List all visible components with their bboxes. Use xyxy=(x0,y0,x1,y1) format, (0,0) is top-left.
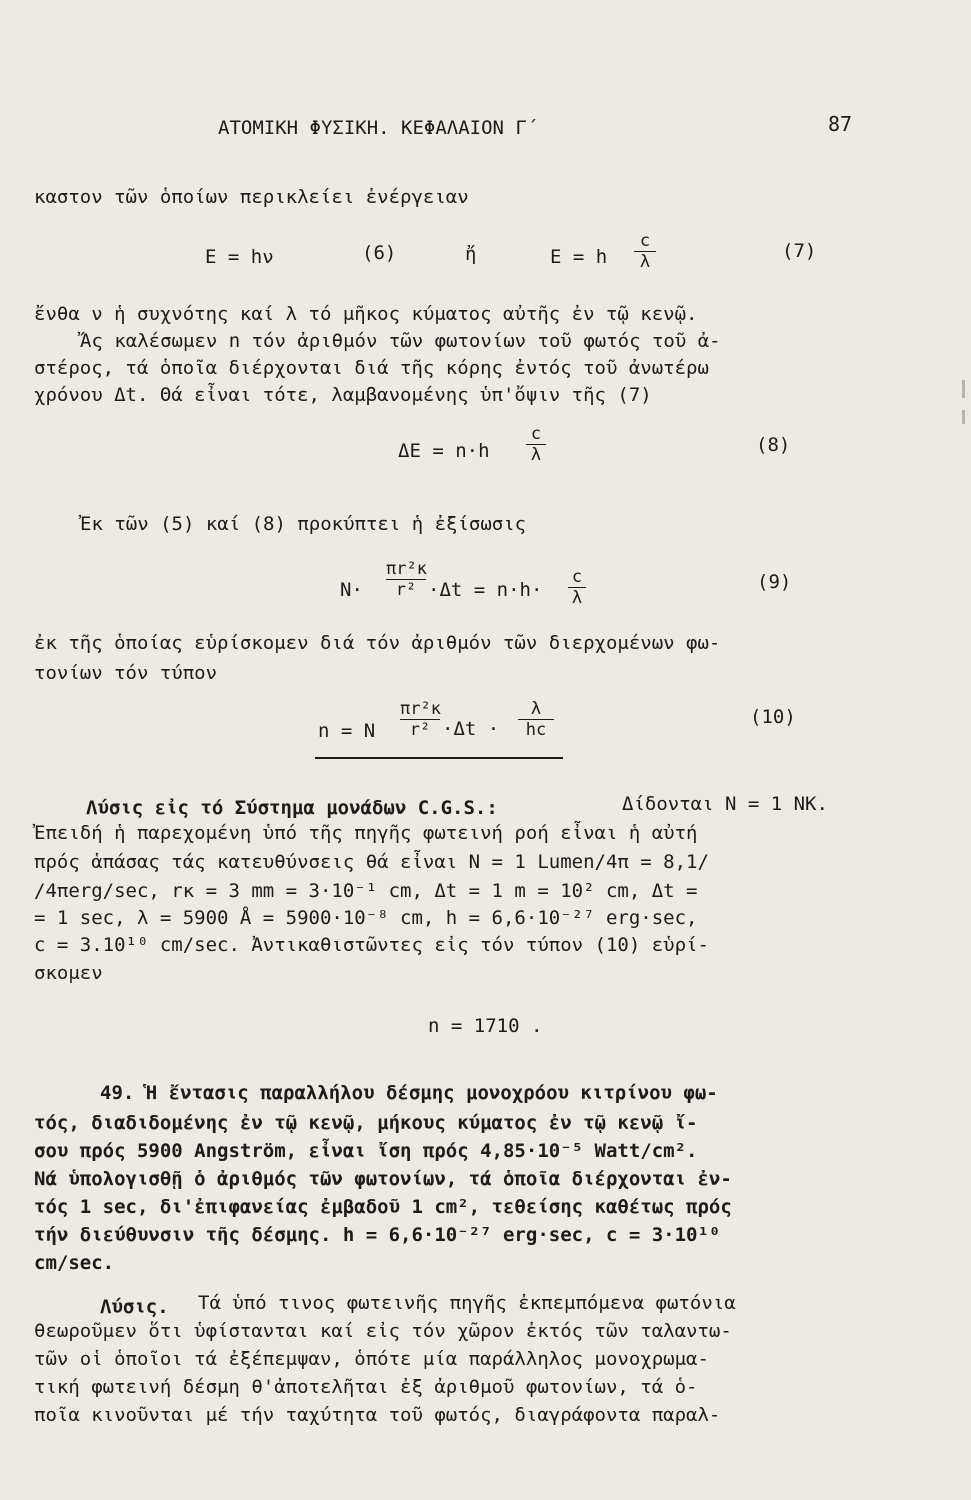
equation-10-middle: ·Δt · xyxy=(442,718,500,740)
text-line: σκομεν xyxy=(34,962,103,984)
text-line: Ἐκ τῶν (5) καί (8) προκύπτει ἡ ἐξίσωσις xyxy=(80,513,527,535)
fraction: c λ xyxy=(634,232,656,271)
text-line: Ἄς καλέσωμεν n τόν ἀριθμόν τῶν φωτονίων τοῦ φωτός τοῦ ἀ- xyxy=(80,330,721,352)
fraction: λ hc xyxy=(518,700,554,739)
text-line: c = 3.10¹⁰ cm/sec. Ἀντικαθιστῶντες εἰς τόν τύπον (10) εὑρί- xyxy=(34,934,709,956)
problem-49-line: Νά ὑπολογισθῇ ὁ ἀριθμός τῶν φωτονίων, τά ὁποῖα διέρχονται ἐν- xyxy=(34,1168,732,1190)
equation-number: (9) xyxy=(757,571,792,593)
problem-49-line: σου πρός 5900 Angström, εἶναι ἴση πρός 4,85·10⁻⁵ Watt/cm². xyxy=(34,1140,698,1162)
problem-49-line: τός 1 sec, δι'ἐπιφανείας ἐμβαδοῦ 1 cm², τεθείσης καθέτως πρός xyxy=(34,1196,732,1218)
result-equation: n = 1710 . xyxy=(428,1015,543,1037)
page-edge-mark xyxy=(962,410,965,424)
text-line: ποῖα κινοῦνται μέ τήν ταχύτητα τοῦ φωτός, διαγράφοντα παραλ- xyxy=(34,1404,721,1426)
equation-number: (10) xyxy=(750,706,796,728)
text-line: τική φωτεινή δέσμη θ'ἀποτελῆται ἐξ ἀριθμοῦ φωτονίων, τά ὁ- xyxy=(34,1376,698,1398)
text-line: τῶν οἱ ὁποῖοι τά ἐξέπεμψαν, ὁπότε μία παράλληλος μονοχρωμα- xyxy=(34,1348,709,1370)
equation-8: ΔE = n·h xyxy=(398,440,490,462)
problem-49-line: 49. Ἡ ἔντασις παραλλήλου δέσμης μονοχρόου κιτρίνου φω- xyxy=(100,1082,718,1104)
text-line: πρός ἁπάσας τάς κατευθύνσεις θά εἶναι N = 1 Lumen/4π = 8,1/ xyxy=(34,851,709,873)
equation-number: (7) xyxy=(782,240,817,262)
equation-number: (8) xyxy=(756,434,791,456)
fraction: c λ xyxy=(526,425,546,464)
equation-9-middle: ·Δt = n·h· xyxy=(428,579,543,601)
equation-7: E = h xyxy=(550,246,608,268)
equation-9: N· xyxy=(340,579,363,601)
fraction: πr²κ r² xyxy=(386,559,427,600)
text-line: τονίων τόν τύπον xyxy=(34,662,218,684)
solution-heading: Λύσις. xyxy=(100,1296,169,1318)
equation-number: (6) xyxy=(362,242,397,264)
text-line: θεωροῦμεν ὅτι ὑφίστανται καί εἰς τόν χῶρον ἐκτός τῶν ταλαντω- xyxy=(34,1320,732,1342)
equation-10: n = N xyxy=(318,720,376,742)
text-line: Τά ὑπό τινος φωτεινῆς πηγῆς ἐκπεμπόμενα φωτόνια xyxy=(198,1292,736,1314)
equation-6: E = hν xyxy=(205,246,274,268)
text-line: ἔνθα ν ἡ συχνότης καί λ τό μῆκος κύματος αὐτῆς ἐν τῷ κενῷ. xyxy=(34,303,698,325)
problem-49-line: cm/sec. xyxy=(34,1252,115,1274)
fraction: c λ xyxy=(568,568,586,607)
text-line: Δίδονται N = 1 NK. xyxy=(622,793,828,815)
page-number: 87 xyxy=(828,112,853,136)
running-title: ΑΤΟΜΙΚΗ ΦΥΣΙΚΗ. ΚΕΦΑΛΑΙΟΝ Γ΄ xyxy=(218,117,539,139)
text-line: χρόνου Δt. Θά εἶναι τότε, λαμβανομένης ὑπ'ὄψιν τῆς (7) xyxy=(34,384,652,406)
text-line: /4πerg/sec, rκ = 3 mm = 3·10⁻¹ cm, Δt = 1 m = 10² cm, Δt = xyxy=(34,880,698,902)
problem-49-line: τήν διεύθυνσιν τῆς δέσμης. h = 6,6·10⁻²⁷ erg·sec, c = 3·10¹⁰ xyxy=(34,1224,721,1246)
page-edge-mark xyxy=(962,380,965,398)
text-line: στέρος, τά ὁποῖα διέρχονται διά τῆς κόρης ἐντός τοῦ ἀνωτέρω xyxy=(34,357,709,379)
underline-rule xyxy=(315,757,563,759)
text-line: = 1 sec, λ = 5900 Å = 5900·10⁻⁸ cm, h = 6,6·10⁻²⁷ erg·sec, xyxy=(34,907,698,929)
or-word: ἤ xyxy=(465,243,477,265)
solution-heading: Λύσις εἰς τό Σύστημα μονάδων C.G.S.: xyxy=(86,797,498,819)
text-line: Ἐπειδή ἡ παρεχομένη ὑπό τῆς πηγῆς φωτεινή ροή εἶναι ἡ αὐτή xyxy=(34,822,698,844)
text-line: καστον τῶν ὁποίων περικλείει ἐνέργειαν xyxy=(34,186,469,208)
fraction: πr²κ r² xyxy=(400,699,441,740)
text-line: ἐκ τῆς ὁποίας εὑρίσκομεν διά τόν ἀριθμόν τῶν διερχομένων φω- xyxy=(34,632,721,654)
problem-49-line: τός, διαδιδομένης ἐν τῷ κενῷ, μήκους κύματος ἐν τῷ κενῷ ἴ- xyxy=(34,1112,698,1134)
